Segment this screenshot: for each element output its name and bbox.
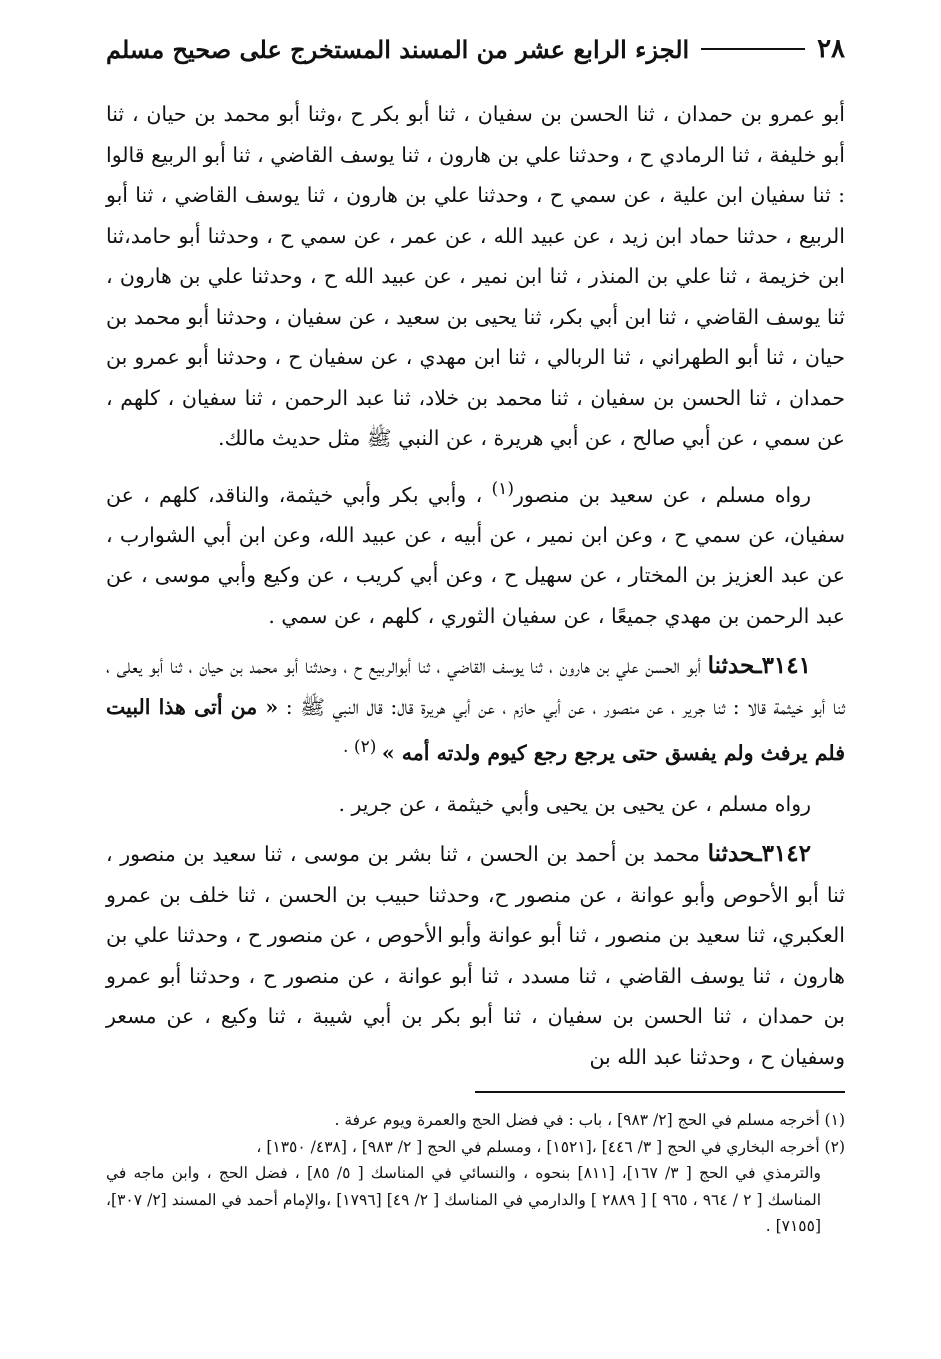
footnote-ref-1[interactable]: (١): [491, 478, 515, 499]
header-rule: [701, 48, 805, 50]
running-title: الجزء الرابع عشر من المسند المستخرج على صحيح مسلم: [106, 34, 690, 64]
hadith-keyword-3142: ـحدثنا: [707, 840, 762, 868]
page-number: ٢٨: [817, 34, 845, 64]
hadith-matn-3141: « من أتى هذا البيت فلم يرفث ولم يفسق حتى يرجع رجع كيوم ولدته أمه »: [106, 694, 845, 766]
footnote-2-continuation: والترمذي في الحج [ ٣/ ١٦٧]، [٨١١] بنحوه ، والنسائي في المناسك [ ٥/ ٨٥] ، فضل الحج ، وابن ماجه في المناسك [ ٢ / ٩٦٤ ، ٩٦٥ ] [ ٢٨٨٩ ] والدارمي في المناسك [ ٢/ ٤٩] [١٧٩٦] ،والإمام أحمد في المسند [٢/ ٣٠٧]، [٧١٥٥] .: [106, 1164, 822, 1236]
hadith-3142: [106, 834, 845, 1077]
paragraph-riwaya-2: رواه مسلم ، عن يحيى بن يحيى وأبي خيثمة ، عن جرير .: [338, 791, 811, 816]
footnotes: [106, 1107, 845, 1240]
riwaya-text-end: ، وأبي بكر وأبي خيثمة، والناقد، كلهم ، عن سفيان، عن سمي ح ، وعن ابن نمير ، عن أبيه ، عن عبيد الله، وعن ابن أبي الشوارب ، عن عبد العزيز بن المختار ، عن سهيل ح ، وعن أبي كريب ، عن وكيع وأبي موسى ، عن عبد الرحمن بن مهدي جميعًا ، عن سفيان الثوري ، كلهم ، عن سمي .: [106, 482, 845, 628]
hadith-number-3142: ٣١٤٢: [761, 840, 811, 868]
footnote-2: [106, 1134, 845, 1240]
footnote-2-first-line: (٢) أخرجه البخاري في الحج [ ٣/ ٤٤٦] ،[١٥٢١] ، ومسلم في الحج [ ٢/ ٩٨٣] ، [٤٣٨/ ١٣٥٠] ،: [256, 1137, 845, 1156]
page-header: [106, 26, 845, 72]
hadith-chain-3142: محمد بن أحمد بن الحسن ، ثنا بشر بن موسى ، ثنا سعيد بن منصور ، ثنا أبو الأحوص وأبو عوانة ، عن منصور ح، وحدثنا حبيب بن الحسن ، ثنا خلف بن عمرو العكبري، ثنا سعيد بن منصور ، ثنا أبو عوانة وأبو الأحوص ، عن منصور ح ، وحدثنا علي بن هارون ، ثنا يوسف القاضي ، ثنا مسدد ، ثنا أبو عوانة ، عن منصور ح ، وحدثنا أبو عمرو بن حمدان ، ثنا الحسن بن سفيان ، ثنا أبو بكر بن أبي شيبة ، ثنا وكيع ، عن مسعر وسفيان ح ، وحدثنا عبد الله بن: [106, 842, 845, 1069]
footnote-ref-2[interactable]: (٢) .: [343, 737, 382, 758]
hadith-3141: [106, 646, 845, 773]
footnote-rule: [475, 1091, 845, 1093]
hadith-keyword-3141: ـحدثنا: [707, 652, 762, 680]
page-body: [106, 94, 845, 1077]
riwaya-text-start: رواه مسلم ، عن سعيد بن منصور: [514, 482, 811, 507]
paragraph-riwaya-1: [106, 469, 845, 637]
hadith-chain-3141: أبو الحسن علي بن هارون ، ثنا يوسف القاضي ، ثنا أبوالربيع ح ، وحدثنا أبو محمد بن حيان ، ثنا أبو يعلى ، ثنا أبو خيثمة قالا : ثنا جرير ، عن منصور ، عن أبي حازم ، عن أبي هريرة قال: قال النبي ﷺ :: [106, 654, 845, 719]
paragraph-chain: أبو عمرو بن حمدان ، ثنا الحسن بن سفيان ، ثنا أبو بكر ح ،وثنا أبو محمد بن حيان ، ثنا أبو خليفة ، ثنا الرمادي ح ، وحدثنا علي بن هارون ، ثنا يوسف القاضي ، ثنا أبو الربيع قالوا : ثنا سفيان ابن علية ، عن سمي ح ، وحدثنا علي بن هارون ، ثنا يوسف القاضي ، ثنا أبو الربيع ، حدثنا حماد ابن زيد ، عن عبيد الله ، عن عمر ، عن سمي ح ، وحدثنا أبو حامد،ثنا ابن خزيمة ، ثنا علي بن المنذر ، ثنا ابن نمير ، عن عبيد الله ح ، وحدثنا علي بن هارون ، ثنا يوسف القاضي ، ثنا ابن أبي بكر، ثنا يحيى بن سعيد ، عن سفيان ، وحدثنا أبو محمد بن حيان ، ثنا أبو الطهراني ، ثنا الربالي ، ثنا ابن مهدي ، عن سفيان ح ، وحدثنا أبو عمرو بن حمدان ، ثنا الحسن بن سفيان ، ثنا محمد بن خلاد، ثنا عبد الرحمن ، ثنا سفيان ، كلهم ، عن سمي ، عن أبي صالح ، عن أبي هريرة ، عن النبي ﷺ مثل حديث مالك.: [106, 102, 845, 450]
footnote-1: (١) أخرجه مسلم في الحج [٢/ ٩٨٣] ، باب : في فضل الحج والعمرة ويوم عرفة .: [334, 1111, 845, 1130]
hadith-number-3141: ٣١٤١: [761, 652, 811, 680]
